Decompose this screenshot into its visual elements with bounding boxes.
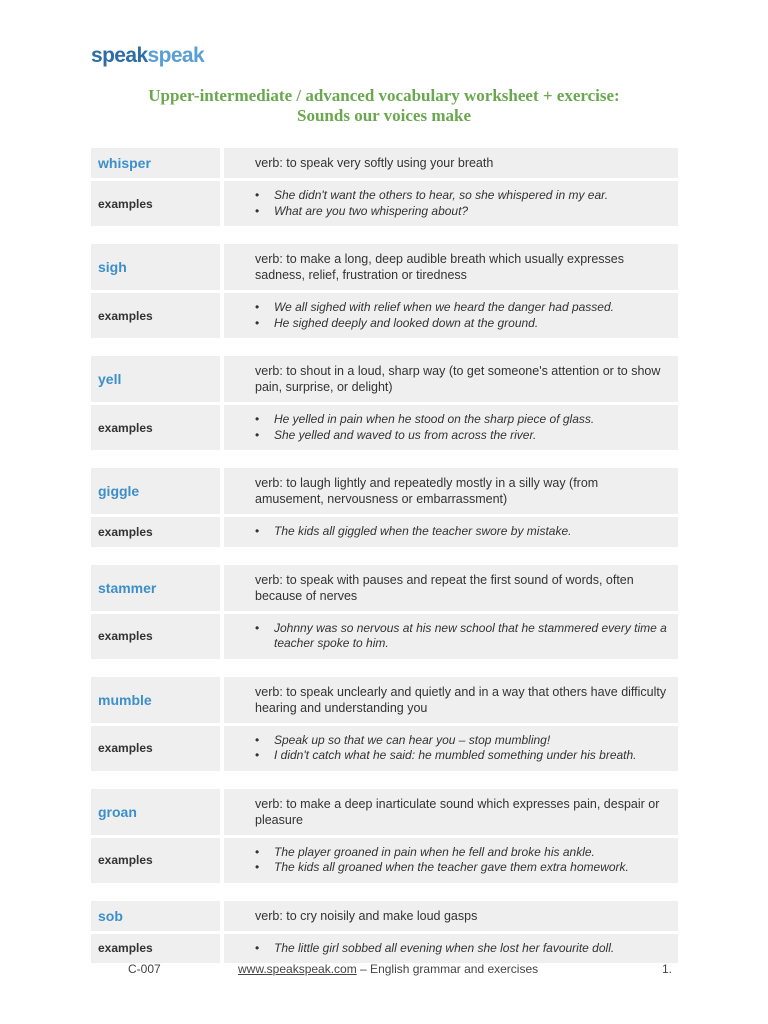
example-sentence: • She yelled and waved to us from across the river. bbox=[274, 428, 668, 444]
examples-label-cell bbox=[91, 838, 220, 883]
word-cell bbox=[91, 901, 220, 931]
example-sentence: • Johnny was so nervous at his new school that he stammered every time a teacher spoke to him. bbox=[274, 621, 668, 652]
examples-label-cell bbox=[91, 517, 220, 547]
logo-part-2: speak bbox=[147, 44, 205, 67]
definition-cell bbox=[224, 148, 678, 178]
worksheet-code: C-007 bbox=[128, 962, 161, 976]
definition-text: verb: to cry noisily and make loud gasps bbox=[255, 908, 478, 923]
vocab-entry-yell bbox=[91, 356, 678, 450]
definition-text: verb: to speak with pauses and repeat the first sound of words, often because of nerves bbox=[255, 572, 634, 603]
example-sentence: • The kids all giggled when the teacher swore by mistake. bbox=[274, 524, 668, 540]
examples-cell bbox=[224, 181, 678, 226]
vocab-word: yell bbox=[98, 371, 122, 387]
examples-label-cell bbox=[91, 405, 220, 450]
definition-cell bbox=[224, 789, 678, 835]
vocab-entry-groan bbox=[91, 789, 678, 883]
examples-list bbox=[255, 300, 668, 331]
definition-text: verb: to make a deep inarticulate sound which expresses pain, despair or pleasure bbox=[255, 796, 660, 827]
examples-label-cell bbox=[91, 181, 220, 226]
examples-label-cell bbox=[91, 934, 220, 964]
website-link[interactable]: www.speakspeak.com bbox=[238, 962, 357, 976]
vocab-word: stammer bbox=[98, 579, 157, 596]
examples-label: examples bbox=[98, 524, 153, 539]
example-sentence: • I didn't catch what he said: he mumbled something under his breath. bbox=[274, 748, 668, 764]
definition-cell bbox=[224, 468, 678, 514]
vocab-word: whisper bbox=[98, 155, 151, 171]
examples-row bbox=[91, 838, 678, 883]
vocabulary-list bbox=[91, 148, 678, 981]
examples-cell bbox=[224, 838, 678, 883]
word-cell bbox=[91, 789, 220, 835]
examples-label: examples bbox=[98, 196, 153, 211]
page-number: 1. bbox=[662, 962, 673, 976]
examples-row bbox=[91, 614, 678, 659]
definition-text: verb: to make a long, deep audible breath which usually expresses sadness, relief, frustration or tiredness bbox=[255, 252, 624, 282]
vocab-word: mumble bbox=[98, 691, 152, 708]
vocab-entry-sigh bbox=[91, 244, 678, 338]
word-cell bbox=[91, 565, 220, 611]
word-cell bbox=[91, 677, 220, 723]
page-footer bbox=[0, 962, 768, 978]
worksheet-title bbox=[0, 86, 768, 126]
definition-cell bbox=[224, 565, 678, 611]
definition-text: verb: to laugh lightly and repeatedly mostly in a silly way (from amusement, nervousness or embarrassment) bbox=[255, 476, 599, 506]
definition-cell bbox=[224, 356, 678, 402]
examples-label: examples bbox=[98, 741, 153, 755]
title-line-1: Upper-intermediate / advanced vocabulary worksheet + exercise: bbox=[148, 86, 620, 105]
definition-row bbox=[91, 468, 678, 514]
definition-row bbox=[91, 789, 678, 835]
footer-tagline: – English grammar and exercises bbox=[356, 962, 539, 976]
vocab-word: sigh bbox=[98, 259, 127, 275]
example-sentence: • We all sighed with relief when we heard the danger had passed. bbox=[274, 300, 668, 316]
examples-row bbox=[91, 405, 678, 450]
examples-row bbox=[91, 934, 678, 964]
examples-label: examples bbox=[98, 420, 153, 435]
vocab-entry-giggle bbox=[91, 468, 678, 547]
examples-list bbox=[255, 188, 668, 219]
word-cell bbox=[91, 148, 220, 178]
example-sentence: • She didn't want the others to hear, so she whispered in my ear. bbox=[274, 188, 668, 204]
definition-cell bbox=[224, 244, 678, 290]
example-sentence: • He sighed deeply and looked down at the ground. bbox=[274, 316, 668, 332]
examples-row bbox=[91, 726, 678, 771]
examples-row bbox=[91, 293, 678, 338]
examples-cell bbox=[224, 293, 678, 338]
examples-list bbox=[255, 412, 668, 443]
example-sentence: • The little girl sobbed all evening when she lost her favourite doll. bbox=[274, 941, 668, 957]
examples-cell bbox=[224, 726, 678, 771]
title-line-2: Sounds our voices make bbox=[297, 106, 471, 125]
examples-cell bbox=[224, 934, 678, 964]
definition-cell bbox=[224, 677, 678, 723]
examples-cell bbox=[224, 614, 678, 659]
vocab-entry-whisper bbox=[91, 148, 678, 226]
vocab-entry-mumble bbox=[91, 677, 678, 771]
example-sentence: • He yelled in pain when he stood on the sharp piece of glass. bbox=[274, 412, 668, 428]
examples-label: examples bbox=[98, 629, 153, 643]
definition-text: verb: to speak very softly using your breath bbox=[255, 156, 494, 170]
examples-list bbox=[255, 733, 668, 764]
word-cell bbox=[91, 356, 220, 402]
examples-label: examples bbox=[98, 308, 153, 323]
examples-label-cell bbox=[91, 726, 220, 771]
definition-text: verb: to shout in a loud, sharp way (to get someone's attention or to show pain, surprise, or delight) bbox=[255, 364, 661, 394]
examples-label-cell bbox=[91, 614, 220, 659]
definition-row bbox=[91, 901, 678, 931]
examples-list bbox=[255, 845, 668, 876]
vocab-entry-sob bbox=[91, 901, 678, 964]
definition-row bbox=[91, 148, 678, 178]
example-sentence: • The kids all groaned when the teacher gave them extra homework. bbox=[274, 860, 668, 876]
definition-cell bbox=[224, 901, 678, 931]
definition-row bbox=[91, 677, 678, 723]
examples-label-cell bbox=[91, 293, 220, 338]
example-sentence: • Speak up so that we can hear you – stop mumbling! bbox=[274, 733, 668, 749]
examples-label: examples bbox=[98, 941, 153, 956]
word-cell bbox=[91, 244, 220, 290]
examples-label: examples bbox=[98, 853, 153, 867]
examples-cell bbox=[224, 517, 678, 547]
example-sentence: • The player groaned in pain when he fell and broke his ankle. bbox=[274, 845, 668, 861]
examples-row bbox=[91, 517, 678, 547]
footer-text bbox=[238, 962, 538, 976]
vocab-word: giggle bbox=[98, 483, 140, 499]
logo-part-1: speak bbox=[91, 44, 148, 67]
examples-row bbox=[91, 181, 678, 226]
examples-list bbox=[255, 621, 668, 652]
definition-text: verb: to speak unclearly and quietly and in a way that others have difficulty hearing and understanding you bbox=[255, 684, 667, 715]
examples-list bbox=[255, 941, 668, 957]
definition-row bbox=[91, 565, 678, 611]
vocab-word: sob bbox=[98, 907, 123, 924]
speakspeak-logo bbox=[91, 44, 204, 68]
examples-list bbox=[255, 524, 668, 540]
definition-row bbox=[91, 356, 678, 402]
vocab-entry-stammer bbox=[91, 565, 678, 659]
vocab-word: groan bbox=[98, 803, 137, 820]
example-sentence: • What are you two whispering about? bbox=[274, 204, 668, 220]
examples-cell bbox=[224, 405, 678, 450]
word-cell bbox=[91, 468, 220, 514]
definition-row bbox=[91, 244, 678, 290]
